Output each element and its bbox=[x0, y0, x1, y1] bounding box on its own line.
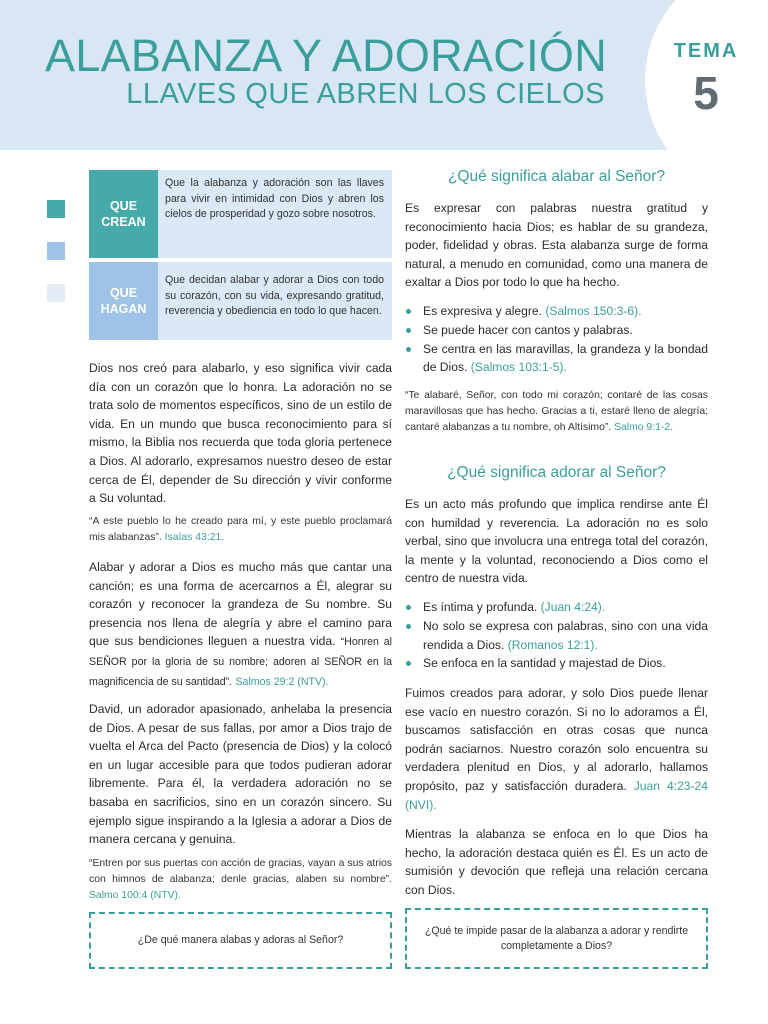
reflection-question: ¿De qué manera alabas y adoras al Señor? bbox=[137, 934, 344, 946]
objective-tag-line: QUE bbox=[109, 286, 138, 300]
objective-tag-line: QUE bbox=[109, 199, 138, 213]
left-paragraph-2 bbox=[89, 558, 392, 691]
list-item bbox=[405, 617, 708, 655]
right-paragraph-4: Mientras la alabanza se enfoca en lo que Dios ha hecho, la adoración destaca quién es Él. Es un acto de sumisión y devoción que refleja una relación cercana con Dios. bbox=[405, 827, 708, 897]
objective-tag-line: HAGAN bbox=[100, 302, 147, 316]
right-paragraph-3 bbox=[405, 684, 708, 814]
objective-tag-hagan bbox=[89, 262, 158, 340]
left-paragraph-1: Dios nos creó para alabarlo, y eso significa vivir cada día con un corazón que lo honra. La adoración no se trata solo de momentos específicos, sino de un estilo de vida. En un mundo que busca reconocimiento para sí mismo, la Biblia nos recuerda que toda gloria pertenece a Dios. Al adorarlo, expresamos nuestro deseo de estar cerca de Él, depender de Su dirección y vivir conforme a Su voluntad. bbox=[89, 361, 392, 506]
legend-square-blue bbox=[47, 242, 65, 260]
bible-reference: (Salmos 150:3-6). bbox=[545, 304, 642, 318]
list-item-text: Es expresiva y alegre. bbox=[423, 304, 542, 318]
objective-tag-line: CREAN bbox=[101, 215, 146, 229]
legend-square-teal bbox=[47, 200, 65, 218]
reflection-question: ¿Qué te impide pasar de la alabanza a adorar y rendirte completamente a Dios? bbox=[424, 924, 689, 952]
bible-reference: Salmos 29:2 (NTV). bbox=[235, 675, 329, 688]
bullet-dot-icon bbox=[406, 309, 411, 314]
list-item bbox=[405, 321, 708, 340]
page-subtitle: LLAVES QUE ABREN LOS CIELOS bbox=[126, 78, 605, 110]
left-paragraph-3: David, un adorador apasionado, anhelaba la presencia de Dios. A pesar de sus fallas, por amor a Dios trajo de vuelta el Arca del Pacto (presencia de Dios) y la colocó en un lugar accesible para que todos pudieran adorar libremente. Para él, la verdadera adoración no se basaba en sacrificios, sino en un corazón sincero. Su ejemplo sigue inspirando a la Iglesia a adorar a Dios de manera cercana y genuina. bbox=[89, 702, 392, 847]
right-reflection-box bbox=[405, 908, 708, 969]
paragraph-text: Fuimos creados para adorar, y solo Dios puede llenar ese vacío en nuestro corazón. Si no lo adoramos a Él, buscamos satisfacción en otras cosas que nunca podrán saciarnos. Nuestro corazón solo encuentra su verdadera plenitud en Dios, y al adorarlo, hallamos propósito, paz y satisfacción duradera. bbox=[405, 686, 708, 793]
page-header bbox=[0, 0, 768, 150]
list-item-text: No solo se expresa con palabras, sino con una vida rendida a Dios. bbox=[423, 618, 708, 652]
bullet-list-adorar bbox=[405, 598, 708, 673]
bullet-dot-icon bbox=[406, 347, 411, 352]
bible-reference: Juan 4:23-24 (NVI). bbox=[405, 778, 708, 812]
bullet-dot-icon bbox=[406, 624, 411, 629]
bullet-dot-icon bbox=[406, 605, 411, 610]
objective-tag-crean bbox=[89, 170, 158, 258]
objective-crean bbox=[89, 170, 392, 258]
objective-hagan bbox=[89, 262, 392, 340]
bible-reference: Salmo 100:4 (NTV). bbox=[89, 889, 181, 901]
list-item-text: Es íntima y profunda. bbox=[423, 600, 538, 614]
objective-text-crean: Que la alabanza y adoración son las llaves para vivir en intimidad con Dios y abren los cielos de prosperidad y gozo sobre nosotros. bbox=[165, 177, 384, 220]
bible-reference: (Juan 4:24). bbox=[540, 600, 606, 614]
left-reflection-box bbox=[89, 912, 392, 969]
legend-square-light bbox=[47, 284, 65, 302]
bible-reference: Salmo 9:1-2. bbox=[614, 421, 674, 433]
bullet-dot-icon bbox=[406, 661, 411, 666]
page-title: ALABANZA Y ADORACIÓN bbox=[44, 30, 607, 81]
bullet-list-alabar bbox=[405, 302, 708, 377]
quote-text: “Te alabaré, Señor, con todo mi corazón; contaré de las cosas maravillosas que has hecho. Gracias a ti, estaré lleno de alegría; cantaré alabanzas a tu nombre, oh Altísimo”. bbox=[405, 390, 708, 433]
bullet-dot-icon bbox=[406, 328, 411, 333]
bible-reference: (Salmos 103:1-5). bbox=[470, 360, 567, 375]
quote-text: “Entren por sus puertas con acción de gracias, vayan a sus atrios con himnos de alabanza; denle gracias, alaben su nombre”. bbox=[89, 858, 392, 885]
inline-quote: “Honren al SEÑOR por la gloria de su nombre; adoren al SEÑOR en la magnificencia de su santidad”. bbox=[89, 636, 392, 688]
list-item-text: Se enfoca en la santidad y majestad de Dios. bbox=[423, 656, 666, 671]
right-quote-1 bbox=[405, 388, 708, 435]
list-item-text: Se puede hacer con cantos y palabras. bbox=[423, 322, 633, 337]
left-quote-1 bbox=[89, 514, 392, 546]
list-item bbox=[405, 340, 708, 378]
list-item bbox=[405, 302, 708, 321]
bible-reference: Isaías 43:21. bbox=[164, 531, 225, 543]
objective-text-hagan: Que decidan alabar y adorar a Dios con todo su corazón, con su vida, expresando gratitud, reverencia y obediencia en todo lo que hacen. bbox=[165, 274, 384, 317]
tema-number: 5 bbox=[693, 67, 719, 119]
list-item bbox=[405, 654, 708, 673]
right-paragraph-1: Es expresar con palabras nuestra gratitud y reconocimiento hacia Dios; es hablar de su grandeza, poder, fidelidad y obras. Esta alabanza surge de forma natural, a menudo en comunidad, como una manera de exaltar a Dios por todo lo que ha hecho. bbox=[405, 201, 708, 290]
right-paragraph-2: Es un acto más profundo que implica rendirse ante Él con humildad y reverencia. La adoración no es solo verbal, sino que involucra una entrega total del corazón, la mente y la voluntad, reconociendo a Dios como el centro de nuestra vida. bbox=[405, 497, 708, 586]
list-item bbox=[405, 598, 708, 617]
section-heading-alabar: ¿Qué significa alabar al Señor? bbox=[447, 168, 666, 185]
left-quote-2 bbox=[89, 856, 392, 903]
tema-label: TEMA bbox=[673, 40, 739, 62]
list-item-text: Se centra en las maravillas, la grandeza y la bondad de Dios. bbox=[423, 341, 708, 375]
bible-reference: (Romanos 12:1). bbox=[507, 637, 598, 652]
section-heading-adorar: ¿Qué significa adorar al Señor? bbox=[447, 464, 666, 481]
quote-text: “A este pueblo lo he creado para mí, y este pueblo proclamará mis alabanzas”. bbox=[89, 516, 392, 543]
paragraph-text: Alabar y adorar a Dios es mucho más que cantar una canción; es una forma de acercarnos a Él, alegrar su corazón y reconocer la grandeza de Su nombre. Su presencia nos llena de alegría y abre el camino para que sus bendiciones lleguen a nuestra vida. bbox=[89, 560, 392, 649]
